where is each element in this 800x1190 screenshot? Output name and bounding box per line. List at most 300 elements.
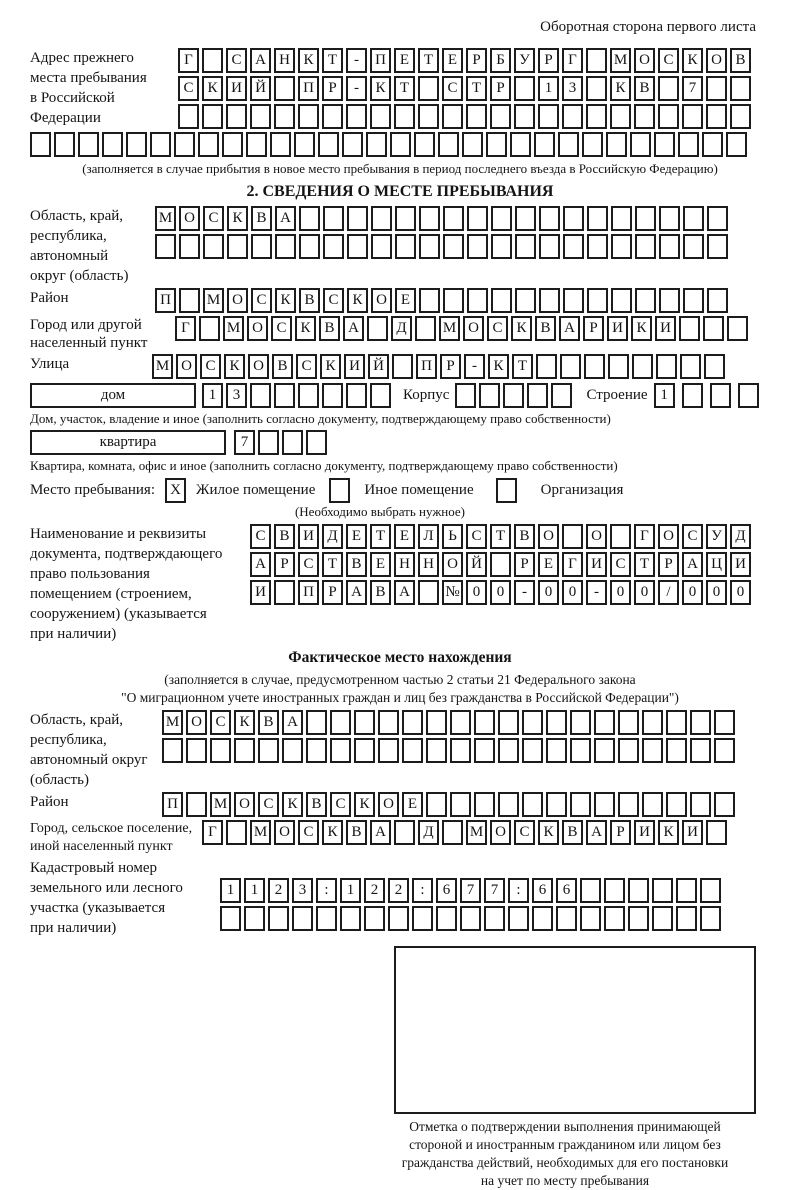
char-box[interactable]: А: [370, 820, 391, 845]
char-box[interactable]: Д: [418, 820, 439, 845]
char-box[interactable]: Е: [395, 288, 416, 313]
char-box[interactable]: [522, 738, 543, 763]
char-box[interactable]: [250, 104, 271, 129]
char-box[interactable]: [634, 104, 655, 129]
char-box[interactable]: Т: [512, 354, 533, 379]
char-box[interactable]: К: [658, 820, 679, 845]
char-box[interactable]: Т: [322, 552, 343, 577]
char-box[interactable]: [330, 738, 351, 763]
char-box[interactable]: [628, 906, 649, 931]
char-box[interactable]: [306, 738, 327, 763]
char-box[interactable]: [510, 132, 531, 157]
char-box[interactable]: [174, 132, 195, 157]
char-box[interactable]: [460, 906, 481, 931]
char-box[interactable]: [546, 792, 567, 817]
char-box[interactable]: [450, 710, 471, 735]
char-box[interactable]: [198, 132, 219, 157]
char-box[interactable]: К: [354, 792, 375, 817]
char-box[interactable]: О: [371, 288, 392, 313]
char-box[interactable]: [610, 104, 631, 129]
char-box[interactable]: К: [538, 820, 559, 845]
char-box[interactable]: Р: [466, 48, 487, 73]
char-box[interactable]: [227, 234, 248, 259]
char-box[interactable]: [514, 76, 535, 101]
char-box[interactable]: [299, 234, 320, 259]
char-box[interactable]: [426, 792, 447, 817]
char-box[interactable]: [490, 104, 511, 129]
char-box[interactable]: [418, 580, 439, 605]
char-box[interactable]: Т: [418, 48, 439, 73]
char-box[interactable]: М: [203, 288, 224, 313]
char-box[interactable]: Р: [490, 76, 511, 101]
char-box[interactable]: 1: [340, 878, 361, 903]
char-box[interactable]: С: [442, 76, 463, 101]
char-box[interactable]: Д: [730, 524, 751, 549]
char-box[interactable]: М: [155, 206, 176, 231]
char-box[interactable]: О: [234, 792, 255, 817]
char-box[interactable]: С: [514, 820, 535, 845]
char-box[interactable]: [322, 104, 343, 129]
char-box[interactable]: [522, 710, 543, 735]
char-box[interactable]: [394, 104, 415, 129]
char-box[interactable]: [179, 288, 200, 313]
char-box[interactable]: [426, 710, 447, 735]
char-box[interactable]: Е: [346, 524, 367, 549]
char-box[interactable]: К: [631, 316, 652, 341]
char-box[interactable]: [306, 430, 327, 455]
char-box[interactable]: [467, 206, 488, 231]
char-box[interactable]: [562, 524, 583, 549]
char-box[interactable]: [346, 104, 367, 129]
char-box[interactable]: С: [466, 524, 487, 549]
char-box[interactable]: [178, 104, 199, 129]
char-box[interactable]: В: [634, 76, 655, 101]
char-box[interactable]: П: [370, 48, 391, 73]
char-box[interactable]: [704, 354, 725, 379]
char-box[interactable]: [508, 906, 529, 931]
char-box[interactable]: [700, 906, 721, 931]
char-box[interactable]: 1: [538, 76, 559, 101]
char-box[interactable]: [635, 206, 656, 231]
char-box[interactable]: В: [274, 524, 295, 549]
char-box[interactable]: [210, 738, 231, 763]
char-box[interactable]: [419, 206, 440, 231]
char-box[interactable]: [415, 316, 436, 341]
char-box[interactable]: 0: [466, 580, 487, 605]
char-box[interactable]: М: [210, 792, 231, 817]
char-box[interactable]: [340, 906, 361, 931]
char-box[interactable]: [414, 132, 435, 157]
char-box[interactable]: [394, 820, 415, 845]
char-box[interactable]: [656, 354, 677, 379]
char-box[interactable]: [683, 206, 704, 231]
char-box[interactable]: С: [682, 524, 703, 549]
char-box[interactable]: [370, 383, 391, 408]
char-box[interactable]: [498, 738, 519, 763]
char-box[interactable]: [703, 316, 724, 341]
char-box[interactable]: [706, 104, 727, 129]
char-box[interactable]: [467, 234, 488, 259]
char-box[interactable]: [186, 738, 207, 763]
char-box[interactable]: И: [586, 552, 607, 577]
char-box[interactable]: И: [634, 820, 655, 845]
char-box[interactable]: А: [682, 552, 703, 577]
char-box[interactable]: [436, 906, 457, 931]
char-box[interactable]: О: [378, 792, 399, 817]
char-box[interactable]: К: [224, 354, 245, 379]
char-box[interactable]: [323, 206, 344, 231]
char-box[interactable]: [364, 906, 385, 931]
char-box[interactable]: [162, 738, 183, 763]
char-box[interactable]: М: [162, 710, 183, 735]
char-box[interactable]: К: [295, 316, 316, 341]
char-box[interactable]: [562, 104, 583, 129]
char-box[interactable]: [282, 738, 303, 763]
char-box[interactable]: [690, 710, 711, 735]
checkbox-zhiloe[interactable]: X: [165, 478, 186, 503]
char-box[interactable]: /: [658, 580, 679, 605]
char-box[interactable]: П: [162, 792, 183, 817]
char-box[interactable]: [652, 878, 673, 903]
char-box[interactable]: [594, 710, 615, 735]
char-box[interactable]: К: [282, 792, 303, 817]
char-box[interactable]: Г: [634, 524, 655, 549]
char-box[interactable]: [546, 738, 567, 763]
char-box[interactable]: [395, 206, 416, 231]
char-box[interactable]: [534, 132, 555, 157]
char-box[interactable]: [727, 316, 748, 341]
char-box[interactable]: Т: [322, 48, 343, 73]
char-box[interactable]: [102, 132, 123, 157]
char-box[interactable]: К: [682, 48, 703, 73]
char-box[interactable]: В: [299, 288, 320, 313]
char-box[interactable]: К: [320, 354, 341, 379]
char-box[interactable]: [466, 104, 487, 129]
char-box[interactable]: [714, 710, 735, 735]
char-box[interactable]: П: [298, 76, 319, 101]
char-box[interactable]: [150, 132, 171, 157]
char-box[interactable]: В: [346, 552, 367, 577]
char-box[interactable]: Н: [418, 552, 439, 577]
char-box[interactable]: М: [250, 820, 271, 845]
char-box[interactable]: Г: [562, 552, 583, 577]
char-box[interactable]: [682, 104, 703, 129]
char-box[interactable]: [443, 234, 464, 259]
char-box[interactable]: [682, 383, 703, 408]
char-box[interactable]: [390, 132, 411, 157]
char-box[interactable]: [443, 288, 464, 313]
char-box[interactable]: 0: [538, 580, 559, 605]
char-box[interactable]: С: [258, 792, 279, 817]
char-box[interactable]: [347, 234, 368, 259]
char-box[interactable]: [322, 383, 343, 408]
char-box[interactable]: П: [155, 288, 176, 313]
char-box[interactable]: [354, 710, 375, 735]
char-box[interactable]: 0: [562, 580, 583, 605]
char-box[interactable]: [294, 132, 315, 157]
char-box[interactable]: [342, 132, 363, 157]
char-box[interactable]: [714, 738, 735, 763]
char-box[interactable]: И: [607, 316, 628, 341]
char-box[interactable]: С: [487, 316, 508, 341]
char-box[interactable]: [371, 206, 392, 231]
char-box[interactable]: [491, 288, 512, 313]
char-box[interactable]: С: [658, 48, 679, 73]
char-box[interactable]: [306, 710, 327, 735]
char-box[interactable]: [503, 383, 524, 408]
char-box[interactable]: [611, 288, 632, 313]
char-box[interactable]: [642, 710, 663, 735]
char-box[interactable]: А: [282, 710, 303, 735]
char-box[interactable]: [202, 48, 223, 73]
char-box[interactable]: [330, 710, 351, 735]
char-box[interactable]: [570, 738, 591, 763]
char-box[interactable]: [666, 710, 687, 735]
char-box[interactable]: 6: [556, 878, 577, 903]
char-box[interactable]: Ь: [442, 524, 463, 549]
char-box[interactable]: [155, 234, 176, 259]
char-box[interactable]: О: [634, 48, 655, 73]
char-box[interactable]: [419, 288, 440, 313]
char-box[interactable]: [558, 132, 579, 157]
char-box[interactable]: [244, 906, 265, 931]
char-box[interactable]: Е: [442, 48, 463, 73]
char-box[interactable]: С: [251, 288, 272, 313]
char-box[interactable]: А: [250, 48, 271, 73]
char-box[interactable]: :: [508, 878, 529, 903]
char-box[interactable]: [570, 710, 591, 735]
char-box[interactable]: [378, 738, 399, 763]
char-box[interactable]: 2: [268, 878, 289, 903]
char-box[interactable]: [402, 710, 423, 735]
char-box[interactable]: [491, 206, 512, 231]
char-box[interactable]: К: [511, 316, 532, 341]
char-box[interactable]: [455, 383, 476, 408]
char-box[interactable]: [611, 234, 632, 259]
char-box[interactable]: [395, 234, 416, 259]
char-box[interactable]: [679, 316, 700, 341]
char-box[interactable]: [604, 878, 625, 903]
char-box[interactable]: [594, 738, 615, 763]
char-box[interactable]: 7: [460, 878, 481, 903]
char-box[interactable]: М: [152, 354, 173, 379]
char-box[interactable]: [702, 132, 723, 157]
char-box[interactable]: :: [316, 878, 337, 903]
char-box[interactable]: [690, 792, 711, 817]
char-box[interactable]: [258, 738, 279, 763]
char-box[interactable]: 3: [226, 383, 247, 408]
char-box[interactable]: У: [706, 524, 727, 549]
char-box[interactable]: С: [210, 710, 231, 735]
char-box[interactable]: [587, 234, 608, 259]
char-box[interactable]: Б: [490, 48, 511, 73]
char-box[interactable]: [539, 288, 560, 313]
char-box[interactable]: О: [274, 820, 295, 845]
char-box[interactable]: [586, 76, 607, 101]
char-box[interactable]: [318, 132, 339, 157]
char-box[interactable]: [370, 104, 391, 129]
char-box[interactable]: -: [346, 76, 367, 101]
char-box[interactable]: [683, 234, 704, 259]
char-box[interactable]: В: [319, 316, 340, 341]
char-box[interactable]: Г: [178, 48, 199, 73]
char-box[interactable]: [532, 906, 553, 931]
char-box[interactable]: [346, 383, 367, 408]
char-box[interactable]: К: [347, 288, 368, 313]
char-box[interactable]: [582, 132, 603, 157]
char-box[interactable]: В: [535, 316, 556, 341]
char-box[interactable]: Т: [370, 524, 391, 549]
char-box[interactable]: [30, 132, 51, 157]
char-box[interactable]: [706, 76, 727, 101]
char-box[interactable]: Г: [562, 48, 583, 73]
char-box[interactable]: И: [226, 76, 247, 101]
char-box[interactable]: Г: [202, 820, 223, 845]
char-box[interactable]: [606, 132, 627, 157]
char-box[interactable]: [222, 132, 243, 157]
char-box[interactable]: [700, 878, 721, 903]
char-box[interactable]: 1: [220, 878, 241, 903]
char-box[interactable]: [282, 430, 303, 455]
char-box[interactable]: [443, 206, 464, 231]
char-box[interactable]: Т: [490, 524, 511, 549]
char-box[interactable]: М: [610, 48, 631, 73]
char-box[interactable]: Р: [440, 354, 461, 379]
char-box[interactable]: 0: [706, 580, 727, 605]
char-box[interactable]: [474, 792, 495, 817]
char-box[interactable]: [560, 354, 581, 379]
char-box[interactable]: [250, 383, 271, 408]
char-box[interactable]: 6: [532, 878, 553, 903]
char-box[interactable]: Р: [322, 76, 343, 101]
char-box[interactable]: Т: [394, 76, 415, 101]
char-box[interactable]: И: [250, 580, 271, 605]
char-box[interactable]: Е: [538, 552, 559, 577]
char-box[interactable]: [367, 316, 388, 341]
char-box[interactable]: [491, 234, 512, 259]
char-box[interactable]: [274, 104, 295, 129]
char-box[interactable]: [635, 288, 656, 313]
char-box[interactable]: [604, 906, 625, 931]
char-box[interactable]: А: [394, 580, 415, 605]
char-box[interactable]: С: [296, 354, 317, 379]
char-box[interactable]: [78, 132, 99, 157]
char-box[interactable]: Е: [394, 524, 415, 549]
char-box[interactable]: [642, 738, 663, 763]
char-box[interactable]: [563, 206, 584, 231]
char-box[interactable]: [563, 234, 584, 259]
char-box[interactable]: [707, 234, 728, 259]
char-box[interactable]: [654, 132, 675, 157]
char-box[interactable]: Й: [250, 76, 271, 101]
char-box[interactable]: Т: [634, 552, 655, 577]
char-box[interactable]: В: [306, 792, 327, 817]
char-box[interactable]: [202, 104, 223, 129]
char-box[interactable]: [274, 76, 295, 101]
char-box[interactable]: [298, 104, 319, 129]
char-box[interactable]: И: [344, 354, 365, 379]
char-box[interactable]: И: [682, 820, 703, 845]
char-box[interactable]: [536, 354, 557, 379]
checkbox-org[interactable]: [496, 478, 517, 503]
char-box[interactable]: [714, 792, 735, 817]
char-box[interactable]: С: [178, 76, 199, 101]
char-box[interactable]: В: [730, 48, 751, 73]
char-box[interactable]: [556, 906, 577, 931]
char-box[interactable]: Н: [274, 48, 295, 73]
char-box[interactable]: О: [186, 710, 207, 735]
char-box[interactable]: [490, 552, 511, 577]
char-box[interactable]: [611, 206, 632, 231]
char-box[interactable]: О: [463, 316, 484, 341]
char-box[interactable]: [515, 234, 536, 259]
char-box[interactable]: А: [343, 316, 364, 341]
char-box[interactable]: [270, 132, 291, 157]
char-box[interactable]: [539, 206, 560, 231]
char-box[interactable]: [378, 710, 399, 735]
char-box[interactable]: [438, 132, 459, 157]
char-box[interactable]: [515, 288, 536, 313]
dom-type-box[interactable]: дом: [30, 383, 196, 408]
char-box[interactable]: [680, 354, 701, 379]
char-box[interactable]: [418, 76, 439, 101]
char-box[interactable]: [706, 820, 727, 845]
char-box[interactable]: С: [298, 820, 319, 845]
char-box[interactable]: [274, 383, 295, 408]
char-box[interactable]: [538, 104, 559, 129]
char-box[interactable]: [412, 906, 433, 931]
char-box[interactable]: Й: [466, 552, 487, 577]
char-box[interactable]: 0: [634, 580, 655, 605]
char-box[interactable]: В: [514, 524, 535, 549]
char-box[interactable]: А: [275, 206, 296, 231]
char-box[interactable]: К: [202, 76, 223, 101]
char-box[interactable]: Р: [514, 552, 535, 577]
char-box[interactable]: [587, 206, 608, 231]
char-box[interactable]: С: [226, 48, 247, 73]
char-box[interactable]: [587, 288, 608, 313]
char-box[interactable]: [707, 206, 728, 231]
char-box[interactable]: [274, 580, 295, 605]
char-box[interactable]: 7: [682, 76, 703, 101]
char-box[interactable]: Р: [610, 820, 631, 845]
char-box[interactable]: И: [655, 316, 676, 341]
char-box[interactable]: О: [227, 288, 248, 313]
char-box[interactable]: [652, 906, 673, 931]
char-box[interactable]: Р: [322, 580, 343, 605]
char-box[interactable]: [366, 132, 387, 157]
char-box[interactable]: [179, 234, 200, 259]
char-box[interactable]: [226, 820, 247, 845]
char-box[interactable]: С: [250, 524, 271, 549]
char-box[interactable]: Е: [370, 552, 391, 577]
char-box[interactable]: [251, 234, 272, 259]
char-box[interactable]: 0: [730, 580, 751, 605]
char-box[interactable]: [546, 710, 567, 735]
char-box[interactable]: [618, 792, 639, 817]
char-box[interactable]: [659, 206, 680, 231]
char-box[interactable]: С: [200, 354, 221, 379]
kvartira-type-box[interactable]: квартира: [30, 430, 226, 455]
char-box[interactable]: О: [658, 524, 679, 549]
char-box[interactable]: 3: [562, 76, 583, 101]
char-box[interactable]: [462, 132, 483, 157]
char-box[interactable]: [299, 206, 320, 231]
char-box[interactable]: 1: [654, 383, 675, 408]
char-box[interactable]: К: [488, 354, 509, 379]
char-box[interactable]: С: [203, 206, 224, 231]
char-box[interactable]: №: [442, 580, 463, 605]
